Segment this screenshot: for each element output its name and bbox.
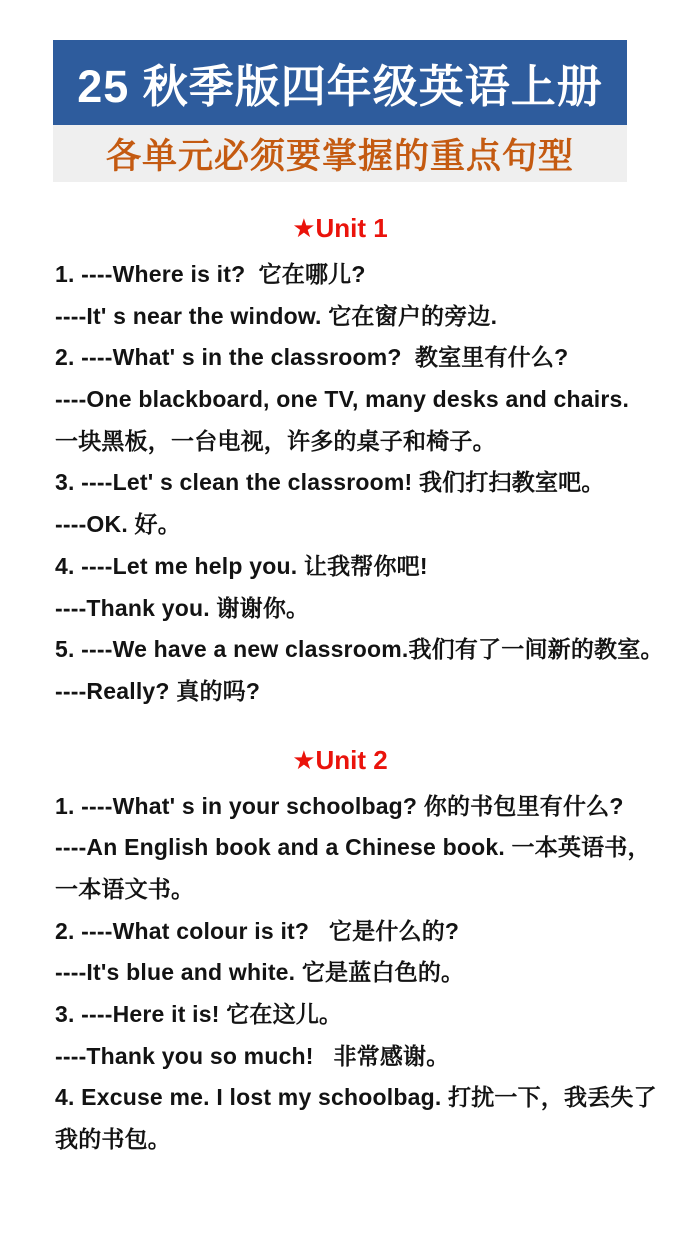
unit1-line-7: ----OK. 好。 bbox=[55, 511, 181, 538]
unit2-line-8: 4. Excuse me. I lost my schoolbag. 打扰一下，我丢失了 bbox=[55, 1084, 657, 1111]
unit2-line-2: ----An English book and a Chinese book. 一本英语书， bbox=[55, 834, 651, 861]
subtitle-banner bbox=[53, 125, 627, 182]
document-page bbox=[0, 40, 680, 1249]
unit1-line-4: ----One blackboard, one TV, many desks and chairs. bbox=[55, 386, 630, 413]
unit2-line-5: ----It's blue and white. 它是蓝白色的。 bbox=[55, 959, 465, 986]
unit1-line-2: ----It' s near the window. 它在窗户的旁边. bbox=[55, 302, 498, 329]
unit1-line-10: 5. ----We have a new classroom.我们有了一间新的教室。 bbox=[55, 636, 664, 663]
unit1-line-11: ----Really? 真的吗? bbox=[55, 677, 261, 704]
unit1-line-3: 2. ----What' s in the classroom? 教室里有什么? bbox=[55, 344, 569, 371]
unit2-line-7: ----Thank you so much! 非常感谢。 bbox=[55, 1042, 450, 1069]
unit2-line-1: 1. ----What' s in your schoolbag? 你的书包里有什么? bbox=[55, 792, 624, 819]
unit2-line-3: 一本语文书。 bbox=[55, 875, 195, 902]
document-body bbox=[0, 213, 680, 1161]
unit-1-heading: ★Unit 1 bbox=[292, 213, 388, 243]
unit-2-heading: ★Unit 2 bbox=[292, 744, 388, 775]
unit1-line-1: 1. ----Where is it? 它在哪儿? bbox=[55, 261, 366, 287]
unit2-line-4: 2. ----What colour is it? 它是什么的? bbox=[55, 917, 460, 944]
unit1-line-6: 3. ----Let' s clean the classroom! 我们打扫教室吧。 bbox=[55, 469, 605, 496]
unit1-line-8: 4. ----Let me help you. 让我帮你吧! bbox=[55, 552, 428, 579]
page-subtitle: 各单元必须要掌握的重点句型 bbox=[105, 136, 574, 176]
unit2-line-6: 3. ----Here it is! 它在这儿。 bbox=[55, 1001, 343, 1027]
title-banner bbox=[53, 40, 627, 125]
unit1-line-9: ----Thank you. 谢谢你。 bbox=[55, 594, 310, 621]
page-title: 25 秋季版四年级英语上册 bbox=[77, 61, 603, 112]
unit2-line-9: 我的书包。 bbox=[55, 1126, 171, 1153]
unit1-line-5: 一块黑板，一台电视，许多的桌子和椅子。 bbox=[55, 427, 496, 454]
